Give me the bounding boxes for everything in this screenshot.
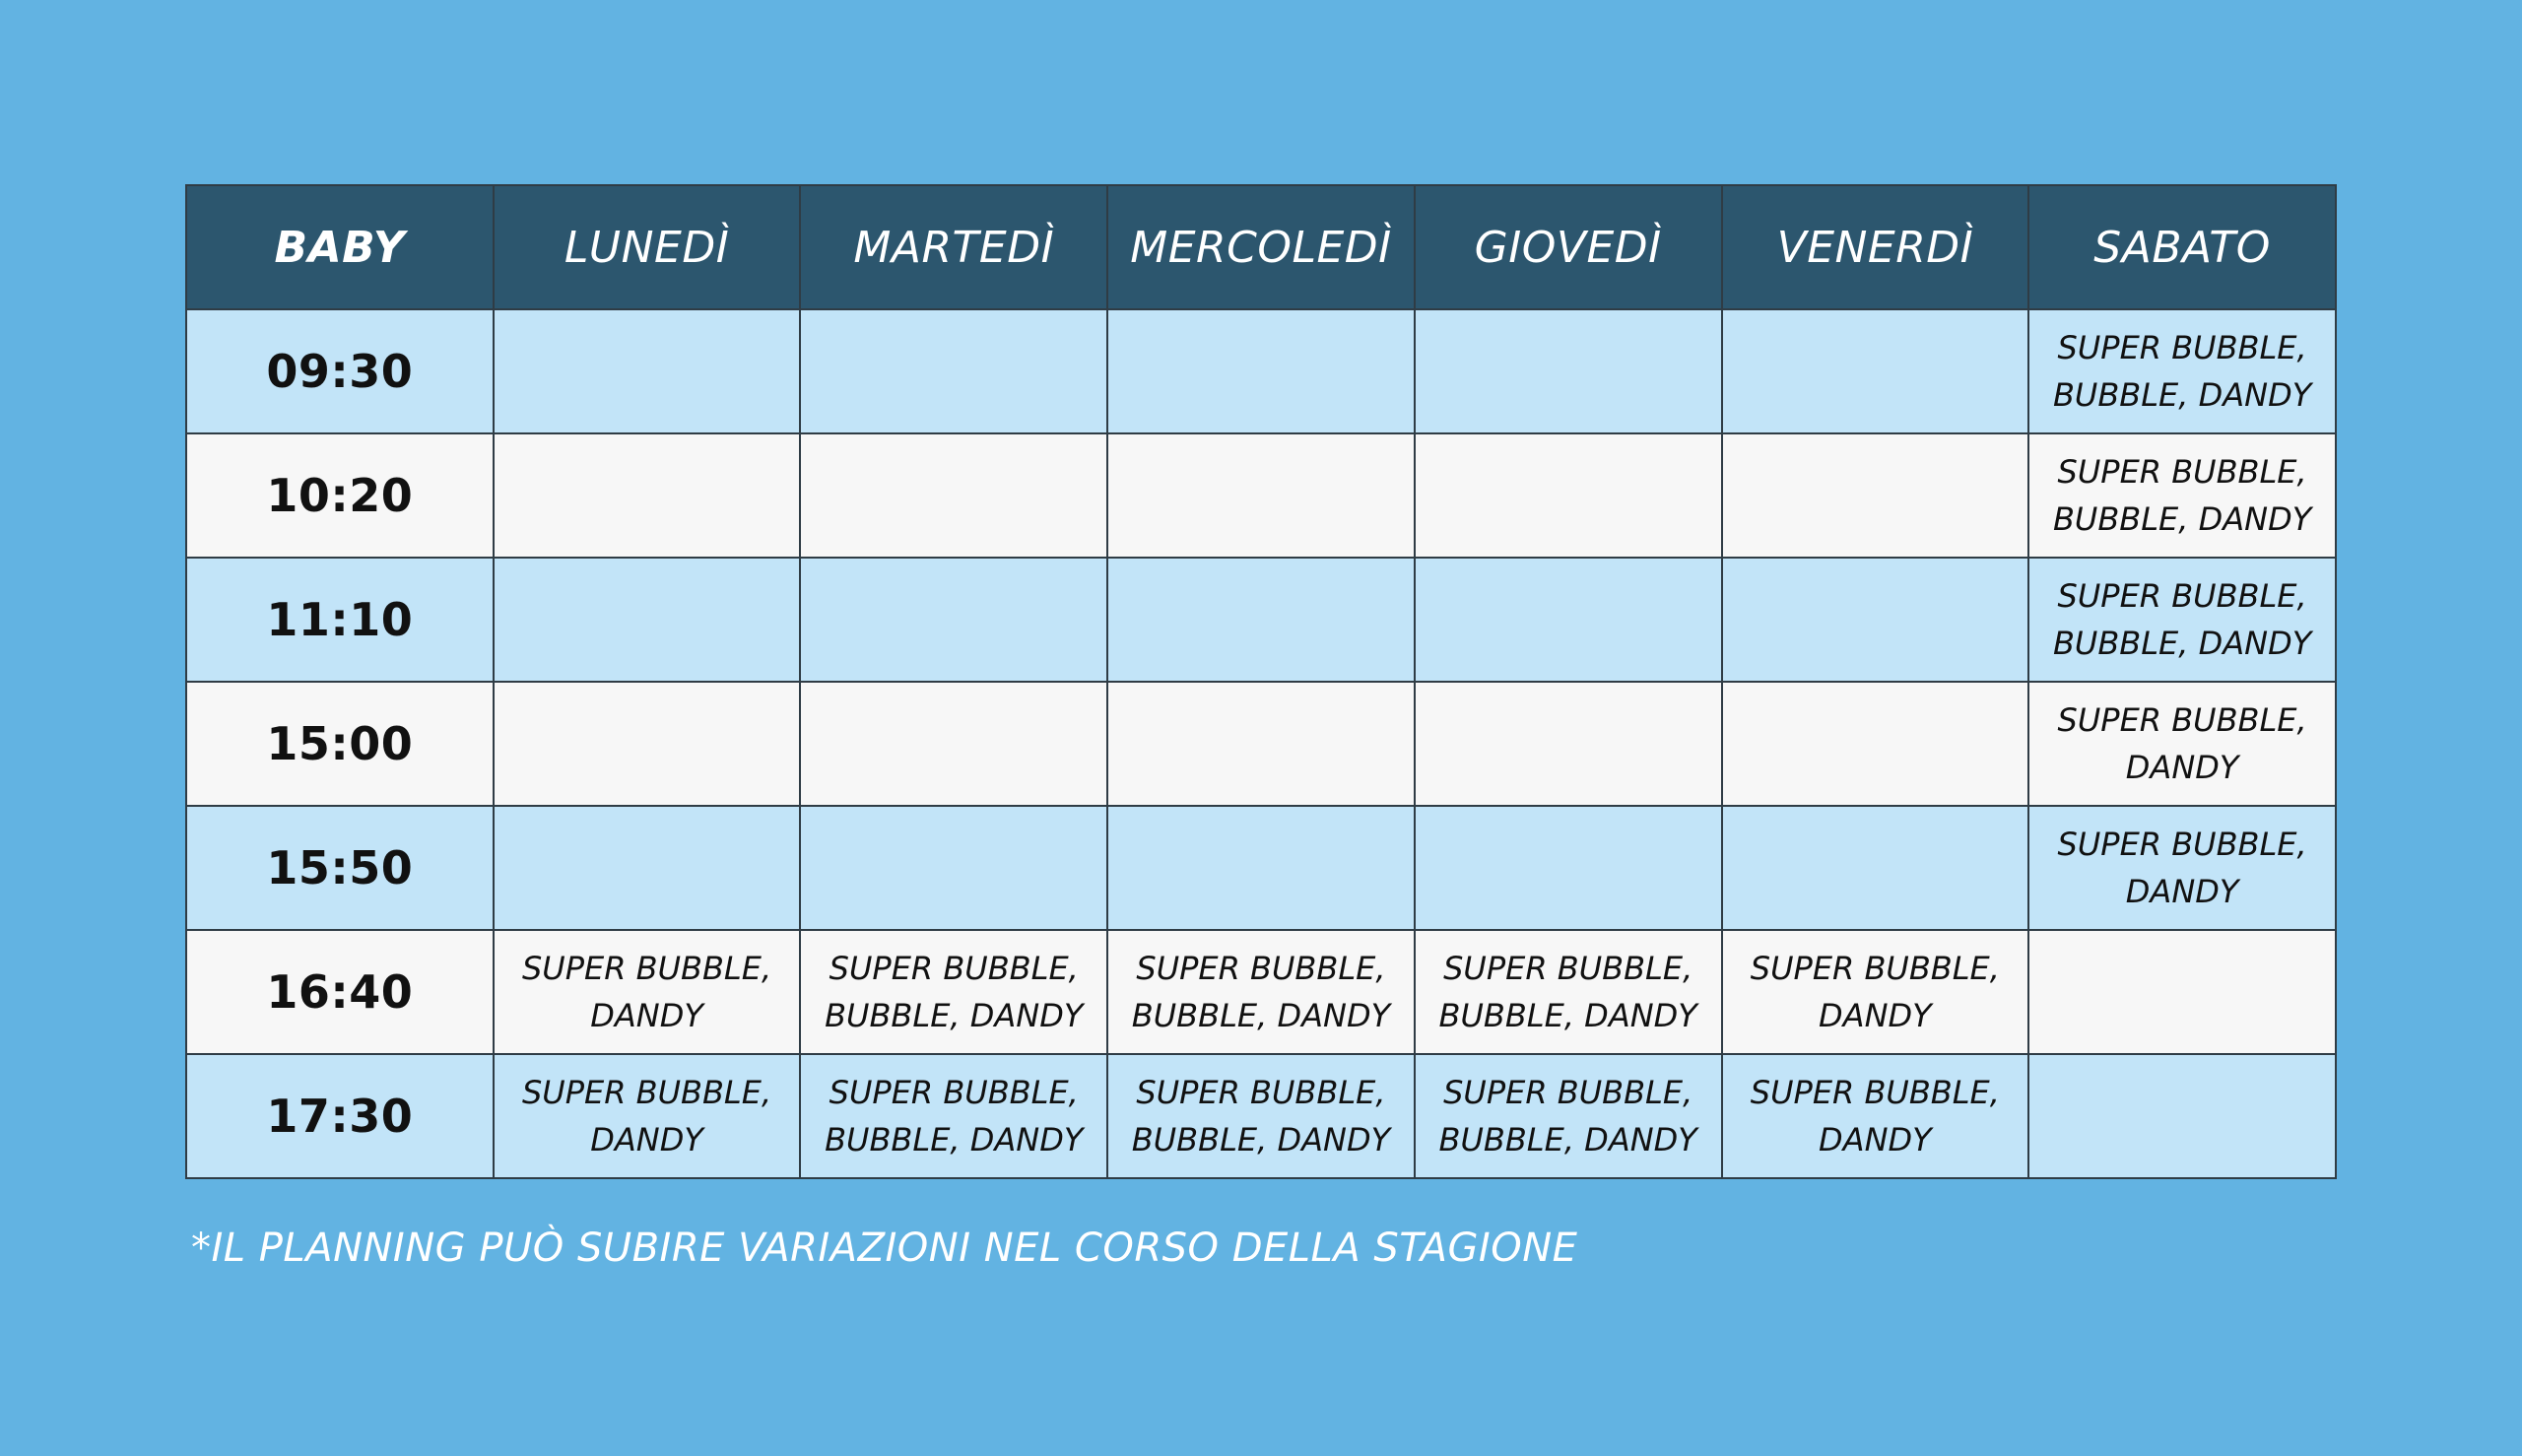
schedule-header-row: [186, 185, 2336, 309]
schedule-row: [186, 433, 2336, 558]
schedule-cell: SUPER BUBBLE, BUBBLE, DANDY: [2028, 558, 2336, 682]
schedule-cell: [800, 682, 1107, 806]
schedule-cell: SUPER BUBBLE, DANDY: [494, 930, 801, 1054]
header-day-wednesday: MERCOLEDÌ: [1107, 185, 1415, 309]
header-day-thursday: GIOVEDÌ: [1415, 185, 1722, 309]
schedule-cell: [1722, 682, 2029, 806]
schedule-cell: SUPER BUBBLE, BUBBLE, DANDY: [1415, 1054, 1722, 1178]
schedule-cell: [1107, 433, 1415, 558]
schedule-cell: [494, 433, 801, 558]
time-cell: 11:10: [186, 558, 494, 682]
schedule-cell: [1107, 682, 1415, 806]
time-cell: 17:30: [186, 1054, 494, 1178]
schedule-cell: [1107, 309, 1415, 433]
time-cell: 15:50: [186, 806, 494, 930]
time-cell: 15:00: [186, 682, 494, 806]
schedule-cell: [800, 806, 1107, 930]
schedule-cell: [2028, 930, 2336, 1054]
time-cell: 16:40: [186, 930, 494, 1054]
schedule-cell: SUPER BUBBLE, BUBBLE, DANDY: [800, 1054, 1107, 1178]
schedule-row: [186, 1054, 2336, 1178]
schedule-cell: [800, 558, 1107, 682]
schedule-cell: [800, 433, 1107, 558]
schedule-cell: SUPER BUBBLE, DANDY: [1722, 930, 2029, 1054]
header-day-friday: VENERDÌ: [1722, 185, 2029, 309]
schedule-cell: [1415, 558, 1722, 682]
header-day-monday: LUNEDÌ: [494, 185, 801, 309]
schedule-cell: [494, 806, 801, 930]
schedule-cell: SUPER BUBBLE, DANDY: [1722, 1054, 2029, 1178]
schedule-cell: SUPER BUBBLE, BUBBLE, DANDY: [1415, 930, 1722, 1054]
schedule-cell: [1415, 309, 1722, 433]
schedule-cell: [1722, 558, 2029, 682]
schedule-cell: SUPER BUBBLE, BUBBLE, DANDY: [2028, 309, 2336, 433]
schedule-cell: SUPER BUBBLE, DANDY: [2028, 682, 2336, 806]
schedule-cell: [1722, 433, 2029, 558]
schedule-cell: SUPER BUBBLE, BUBBLE, DANDY: [800, 930, 1107, 1054]
schedule-row: [186, 806, 2336, 930]
schedule-row: [186, 309, 2336, 433]
schedule-cell: [1107, 806, 1415, 930]
schedule-body: [186, 309, 2336, 1178]
time-cell: 09:30: [186, 309, 494, 433]
footnote: *IL PLANNING PUÒ SUBIRE VARIAZIONI NEL CORSO DELLA STAGIONE: [191, 1225, 1578, 1271]
schedule-cell: [494, 682, 801, 806]
schedule-cell: [1722, 806, 2029, 930]
schedule-cell: SUPER BUBBLE, BUBBLE, DANDY: [1107, 1054, 1415, 1178]
schedule-row: [186, 682, 2336, 806]
time-cell: 10:20: [186, 433, 494, 558]
schedule-cell: [800, 309, 1107, 433]
schedule-cell: [1107, 558, 1415, 682]
schedule-cell: [2028, 1054, 2336, 1178]
schedule-cell: SUPER BUBBLE, DANDY: [2028, 806, 2336, 930]
schedule-table: [185, 184, 2337, 1179]
schedule-row: [186, 558, 2336, 682]
schedule-cell: [494, 558, 801, 682]
schedule-cell: SUPER BUBBLE, BUBBLE, DANDY: [1107, 930, 1415, 1054]
schedule-cell: [1415, 806, 1722, 930]
header-day-saturday: SABATO: [2028, 185, 2336, 309]
schedule-row: [186, 930, 2336, 1054]
header-category: BABY: [186, 185, 494, 309]
schedule-cell: [1722, 309, 2029, 433]
schedule-cell: [1415, 682, 1722, 806]
schedule-cell: SUPER BUBBLE, BUBBLE, DANDY: [2028, 433, 2336, 558]
schedule-cell: [1415, 433, 1722, 558]
schedule-cell: SUPER BUBBLE, DANDY: [494, 1054, 801, 1178]
schedule-cell: [494, 309, 801, 433]
header-day-tuesday: MARTEDÌ: [800, 185, 1107, 309]
